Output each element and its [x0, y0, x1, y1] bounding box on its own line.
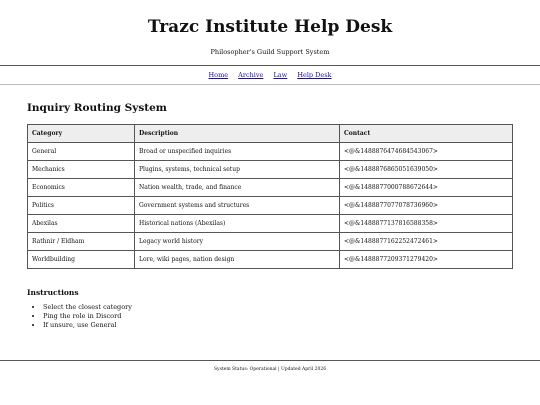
category-cell: Worldbuilding [28, 251, 135, 269]
description-cell: Nation wealth, trade, and finance [135, 179, 340, 197]
nav-bar [0, 65, 540, 85]
list-item: • Ping the role in Discord [43, 312, 132, 321]
list-item: • Select the closest category [43, 303, 132, 312]
column-header-description: Description [135, 125, 340, 143]
nav-link-home[interactable]: Home [208, 71, 229, 79]
site-subtitle: Philosopher's Guild Support System [210, 48, 330, 56]
status-text: System Status: Operational | Updated April 2026 [213, 367, 327, 372]
nav-link-archive[interactable]: Archive [238, 71, 264, 79]
list-item: • If unsure, use General [43, 321, 132, 330]
table-header-row [28, 125, 513, 143]
table-row [28, 197, 513, 215]
contact-cell: <@&1488876865051639050> [340, 161, 513, 179]
table-row [28, 143, 513, 161]
routing-table [27, 124, 513, 269]
table-row [28, 161, 513, 179]
category-cell: General [28, 143, 135, 161]
category-cell: Politics [28, 197, 135, 215]
contact-cell: <@&1488877137816588358> [340, 215, 513, 233]
category-cell: Mechanics [28, 161, 135, 179]
site-title: Trazc Institute Help Desk [147, 17, 393, 37]
table-row [28, 215, 513, 233]
instructions-list [27, 303, 132, 330]
category-cell: Rathnir / Eldham [28, 233, 135, 251]
table-row [28, 251, 513, 269]
column-header-category: Category [28, 125, 135, 143]
column-header-contact: Contact [340, 125, 513, 143]
table-row [28, 233, 513, 251]
contact-cell: <@&1488877077078736960> [340, 197, 513, 215]
description-cell: Government systems and structures [135, 197, 340, 215]
page-header [0, 0, 540, 57]
description-cell: Plugins, systems, technical setup [135, 161, 340, 179]
contact-cell: <@&1488876474684543067> [340, 143, 513, 161]
category-cell: Abexilas [28, 215, 135, 233]
section-title: Inquiry Routing System [27, 102, 167, 114]
nav-link-help-desk[interactable]: Help Desk [297, 71, 332, 79]
contact-cell: <@&1488877000788672644> [340, 179, 513, 197]
instructions-title: Instructions [27, 288, 79, 297]
description-cell: Lore, wiki pages, nation design [135, 251, 340, 269]
description-cell: Historical nations (Abexilas) [135, 215, 340, 233]
table-row [28, 179, 513, 197]
nav-link-law[interactable]: Law [273, 71, 288, 79]
description-cell: Broad or unspecified inquiries [135, 143, 340, 161]
footer [0, 360, 540, 372]
description-cell: Legacy world history [135, 233, 340, 251]
contact-cell: <@&1488877162252472461> [340, 233, 513, 251]
category-cell: Economics [28, 179, 135, 197]
contact-cell: <@&1488877209371279420> [340, 251, 513, 269]
